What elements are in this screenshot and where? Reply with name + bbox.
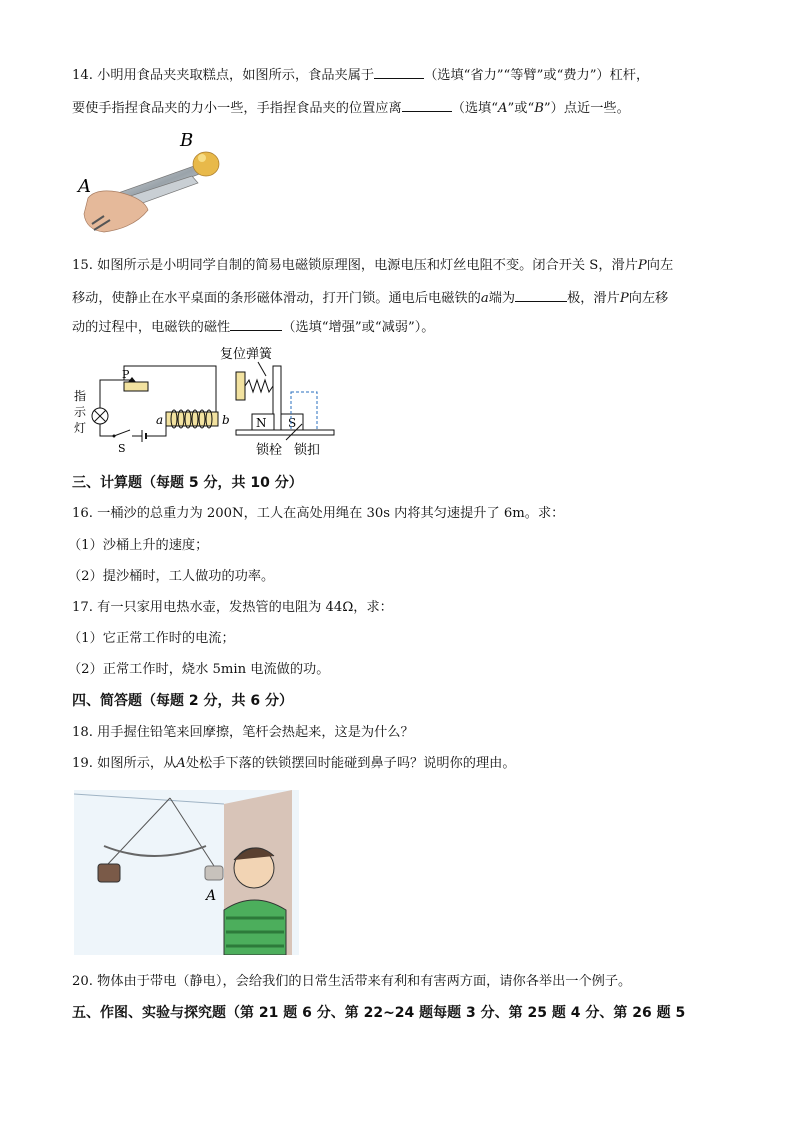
catch-label: 锁扣 (294, 443, 321, 458)
q14-line1: 14. 小明用食品夹夹取糕点，如图所示，食品夹属于 （选填“省力”“等臂”或“费力”）杠杆， (72, 68, 650, 83)
q16-sub2: （2）提沙桶时，工人做功的功率。 (68, 569, 275, 584)
end-a-label: a (156, 413, 164, 427)
lock-right (205, 866, 223, 880)
section-4-heading: 四、简答题（每题 2 分，共 6 分） (72, 693, 293, 709)
svg-text:灯: 灯 (74, 421, 87, 435)
q15-line2: 移动，使静止在水平桌面的条形磁体滑动，打开门锁。通电后电磁铁的a端为 极，滑片P向左移 (72, 291, 669, 306)
section-5-heading: 五、作图、实验与探究题（第 21 题 6 分、第 22~24 题每题 3 分、第 25 题 4 分、第 26 题 5 (72, 1005, 686, 1021)
q15-line3: 动的过程中，电磁铁的磁性 （选填“增强”或“减弱”）。 (72, 320, 435, 335)
point-a-label: A (206, 888, 217, 904)
switch-label: S (118, 442, 126, 455)
q18: 18. 用手握住铅笔来回摩擦，笔杆会热起来，这是为什么？ (72, 725, 414, 740)
p-label: P (122, 368, 130, 381)
label-a: A (78, 176, 91, 197)
svg-text:指: 指 (74, 389, 87, 403)
svg-text:N: N (256, 416, 267, 430)
svg-text:S: S (288, 416, 297, 430)
q17-stem: 17. 有一只家用电热水壶，发热管的电阻为 44Ω，求： (72, 600, 393, 615)
spring-base (236, 372, 245, 400)
rheostat (124, 382, 148, 391)
answer-blank[interactable] (230, 318, 282, 331)
q19: 19. 如图所示，从A处松手下落的铁锁摆回时能碰到鼻子吗？说明你的理由。 (72, 756, 516, 771)
q16-stem: 16. 一桶沙的总重力为 200N，工人在高处用绳在 30s 内将其匀速提升了 6m。求： (72, 506, 565, 521)
bolt-label: 锁栓 (256, 443, 283, 458)
answer-blank[interactable] (515, 289, 567, 302)
answer-blank[interactable] (402, 99, 452, 112)
q17-sub2: （2）正常工作时，烧水 5min 电流做的功。 (68, 662, 330, 677)
section-3-heading: 三、计算题（每题 5 分，共 10 分） (72, 475, 303, 491)
lock-left (98, 864, 120, 882)
end-b-label: b (222, 413, 230, 427)
svg-text:示: 示 (74, 405, 87, 419)
electromagnetic-lock-diagram (70, 344, 350, 462)
table-surface (236, 430, 334, 435)
q16-sub1: （1）沙桶上升的速度； (68, 538, 209, 553)
q17-sub1: （1）它正常工作时的电流； (68, 631, 235, 646)
q14-line2: 要使手指捏食品夹的力小一些，手指捏食品夹的位置应离 （选填“A”或“B”）点近一些。 (72, 101, 630, 116)
q20: 20. 物体由于带电（静电），会给我们的日常生活带来有利和有害两方面，请你各举出一个例子。 (72, 974, 632, 989)
food-tongs-figure (74, 128, 224, 238)
spring-label: 复位弹簧 (220, 347, 273, 362)
answer-blank[interactable] (374, 66, 424, 79)
q15-line1: 15. 如图所示是小明同学自制的简易电磁锁原理图，电源电压和灯丝电阻不变。闭合开关 S，滑片P向左 (72, 258, 674, 273)
pendulum-lock-figure (74, 790, 299, 955)
label-b: B (180, 130, 194, 151)
